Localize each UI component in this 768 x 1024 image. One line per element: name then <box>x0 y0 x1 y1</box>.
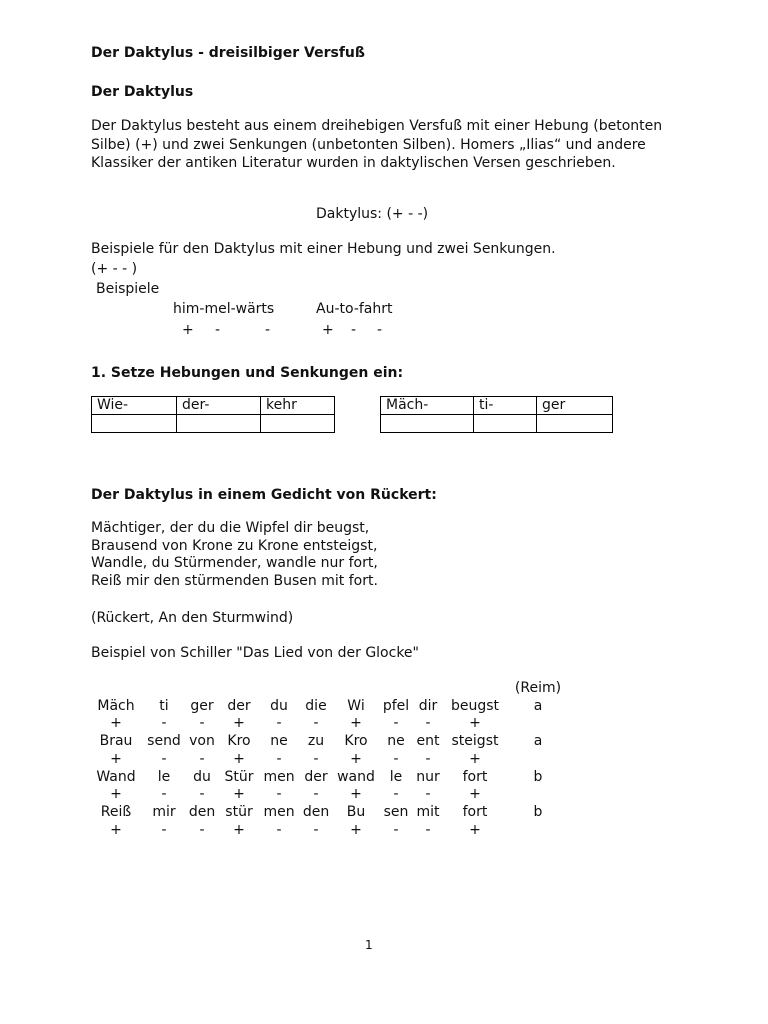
rhyme-header-row <box>89 680 569 698</box>
stress-mark: - <box>425 715 431 732</box>
syllable: men <box>263 768 295 785</box>
stress-row <box>89 715 569 733</box>
syllable: die <box>305 697 327 714</box>
syllable: Wand <box>96 768 136 785</box>
stress-mark: + <box>182 322 194 338</box>
schiller-example: Beispiel von Schiller "Das Lied von der Glocke" <box>91 645 419 661</box>
syllable-cell: der- <box>177 397 261 415</box>
poem-source: (Rückert, An den Sturmwind) <box>91 610 294 626</box>
stress-mark: + <box>350 821 362 838</box>
intro-paragraph: Der Daktylus besteht aus einem dreihebigen Versfuß mit einer Hebung (betonten Silbe) (+) und zwei Senkungen (unbetonten Silben). Homers „Ilias“ und andere Klassiker der antiken Literatur wurden in daktylischen Versen geschrieben. <box>91 118 663 171</box>
stress-mark: - <box>161 821 167 838</box>
syllable: nur <box>416 768 440 785</box>
stress-mark: + <box>110 715 122 732</box>
syllable: den <box>188 803 216 820</box>
stress-mark: + <box>110 786 122 803</box>
answer-cell[interactable] <box>537 415 613 433</box>
syllable: du <box>193 768 211 785</box>
stress-mark: - <box>215 322 221 338</box>
stress-mark: - <box>199 786 205 803</box>
syllable: der <box>304 768 328 785</box>
stress-mark: + <box>233 786 245 803</box>
syllable: Bu <box>346 803 366 820</box>
poem-heading: Der Daktylus in einem Gedicht von Rückert: <box>91 487 437 503</box>
stress-mark: - <box>313 821 319 838</box>
syllable-cell: ti- <box>474 397 537 415</box>
rhyme-letter: a <box>533 733 543 750</box>
stress-mark: - <box>393 786 399 803</box>
stress-mark: - <box>425 821 431 838</box>
stress-mark: + <box>110 750 122 767</box>
stress-mark: - <box>265 322 271 338</box>
syllable: fort <box>462 803 488 820</box>
stress-row <box>89 751 569 769</box>
syllable: steigst <box>451 733 499 750</box>
stress-mark: - <box>199 715 205 732</box>
syllable: fort <box>462 768 488 785</box>
answer-cell[interactable] <box>92 415 177 433</box>
syllable: Wi <box>347 697 365 714</box>
syllable: le <box>389 768 403 785</box>
stress-mark: - <box>313 750 319 767</box>
syllable: pfel <box>382 697 410 714</box>
stress-mark: + <box>350 715 362 732</box>
stress-mark: + <box>233 715 245 732</box>
syllable: sen <box>383 803 409 820</box>
syllable: Stür <box>224 768 254 785</box>
answer-cell[interactable] <box>474 415 537 433</box>
stress-mark: - <box>161 786 167 803</box>
syllable: zu <box>307 733 325 750</box>
stress-mark: + <box>322 322 334 338</box>
syllable: mit <box>416 803 440 820</box>
example-pattern: (+ - - ) <box>91 261 138 277</box>
stress-mark: - <box>199 821 205 838</box>
syllable-row <box>89 733 569 751</box>
syllable: ger <box>190 697 214 714</box>
stress-mark: - <box>276 750 282 767</box>
stress-mark: + <box>469 715 481 732</box>
syllable: den <box>302 803 330 820</box>
dactyl-formula: Daktylus: (+ - -) <box>316 206 429 222</box>
poem-line: Wandle, du Stürmender, wandle nur fort, <box>91 555 378 572</box>
syllable-row <box>89 804 569 822</box>
syllable: du <box>270 697 288 714</box>
stress-mark: - <box>393 715 399 732</box>
rhyme-header: (Reim) <box>514 680 562 696</box>
syllable-row <box>92 397 335 415</box>
syllable-cell: ger <box>537 397 613 415</box>
syllable-row <box>89 698 569 716</box>
stress-mark: - <box>313 715 319 732</box>
syllable: le <box>157 768 171 785</box>
syllable: stür <box>225 803 253 820</box>
stress-mark: + <box>233 821 245 838</box>
stress-mark: - <box>161 750 167 767</box>
syllable: ti <box>159 697 169 714</box>
examples-label: Beispiele <box>96 281 160 297</box>
syllable: Kro <box>227 733 251 750</box>
example-word: him-mel-wärts <box>173 301 275 317</box>
poem-line: Brausend von Krone zu Krone entsteigst, <box>91 537 378 554</box>
syllable-row <box>89 769 569 787</box>
syllable-row <box>381 397 613 415</box>
exercise-table-2 <box>380 396 613 433</box>
poem-line: Mächtiger, der du die Wipfel dir beugst, <box>91 520 370 536</box>
syllable: ne <box>270 733 288 750</box>
stress-mark: - <box>276 786 282 803</box>
stress-mark: - <box>425 786 431 803</box>
stress-mark: - <box>393 750 399 767</box>
syllable: Mäch <box>97 697 135 714</box>
stress-mark: - <box>276 821 282 838</box>
stress-mark: - <box>161 715 167 732</box>
example-intro: Beispiele für den Daktylus mit einer Hebung und zwei Senkungen. <box>91 241 556 257</box>
stress-mark: - <box>351 322 357 338</box>
rhyme-letter: a <box>533 697 543 714</box>
syllable: ent <box>416 733 440 750</box>
stress-mark: - <box>276 715 282 732</box>
syllable-cell: Mäch- <box>381 397 474 415</box>
poem-line: Reiß mir den stürmenden Busen mit fort. <box>91 573 378 590</box>
syllable: Reiß <box>100 803 132 820</box>
stress-mark: - <box>313 786 319 803</box>
stress-mark: + <box>469 786 481 803</box>
section-title: Der Daktylus <box>91 84 194 100</box>
exercise-table-1 <box>91 396 335 433</box>
stress-mark: + <box>350 750 362 767</box>
stress-mark: - <box>393 821 399 838</box>
syllable: von <box>189 733 215 750</box>
stress-row <box>89 786 569 804</box>
stress-mark: - <box>377 322 383 338</box>
syllable-cell: kehr <box>261 397 335 415</box>
syllable: Kro <box>344 733 368 750</box>
answer-row <box>92 415 335 433</box>
stress-row <box>89 822 569 840</box>
syllable: der <box>227 697 251 714</box>
answer-cell[interactable] <box>177 415 261 433</box>
stress-mark: - <box>425 750 431 767</box>
rhyme-letter: b <box>533 768 543 785</box>
syllable: dir <box>418 697 438 714</box>
stress-mark: + <box>469 750 481 767</box>
syllable: beugst <box>450 697 500 714</box>
stress-mark: + <box>110 821 122 838</box>
syllable: men <box>263 803 295 820</box>
stress-mark: + <box>469 821 481 838</box>
syllable: send <box>147 733 181 750</box>
syllable-cell: Wie- <box>92 397 177 415</box>
stress-mark: + <box>350 786 362 803</box>
stress-mark: - <box>199 750 205 767</box>
syllable: Brau <box>99 733 133 750</box>
syllable: wand <box>337 768 375 785</box>
rhyme-letter: b <box>533 803 543 820</box>
example-word: Au-to-fahrt <box>316 301 393 317</box>
syllable: mir <box>152 803 176 820</box>
answer-cell[interactable] <box>381 415 474 433</box>
answer-row <box>381 415 613 433</box>
answer-cell[interactable] <box>261 415 335 433</box>
meter-table <box>89 680 569 839</box>
page-number: 1 <box>365 938 373 952</box>
page-title: Der Daktylus - dreisilbiger Versfuß <box>91 45 365 61</box>
stress-mark: + <box>233 750 245 767</box>
exercise-heading: 1. Setze Hebungen und Senkungen ein: <box>91 365 404 381</box>
poem <box>91 520 378 591</box>
syllable: ne <box>387 733 405 750</box>
